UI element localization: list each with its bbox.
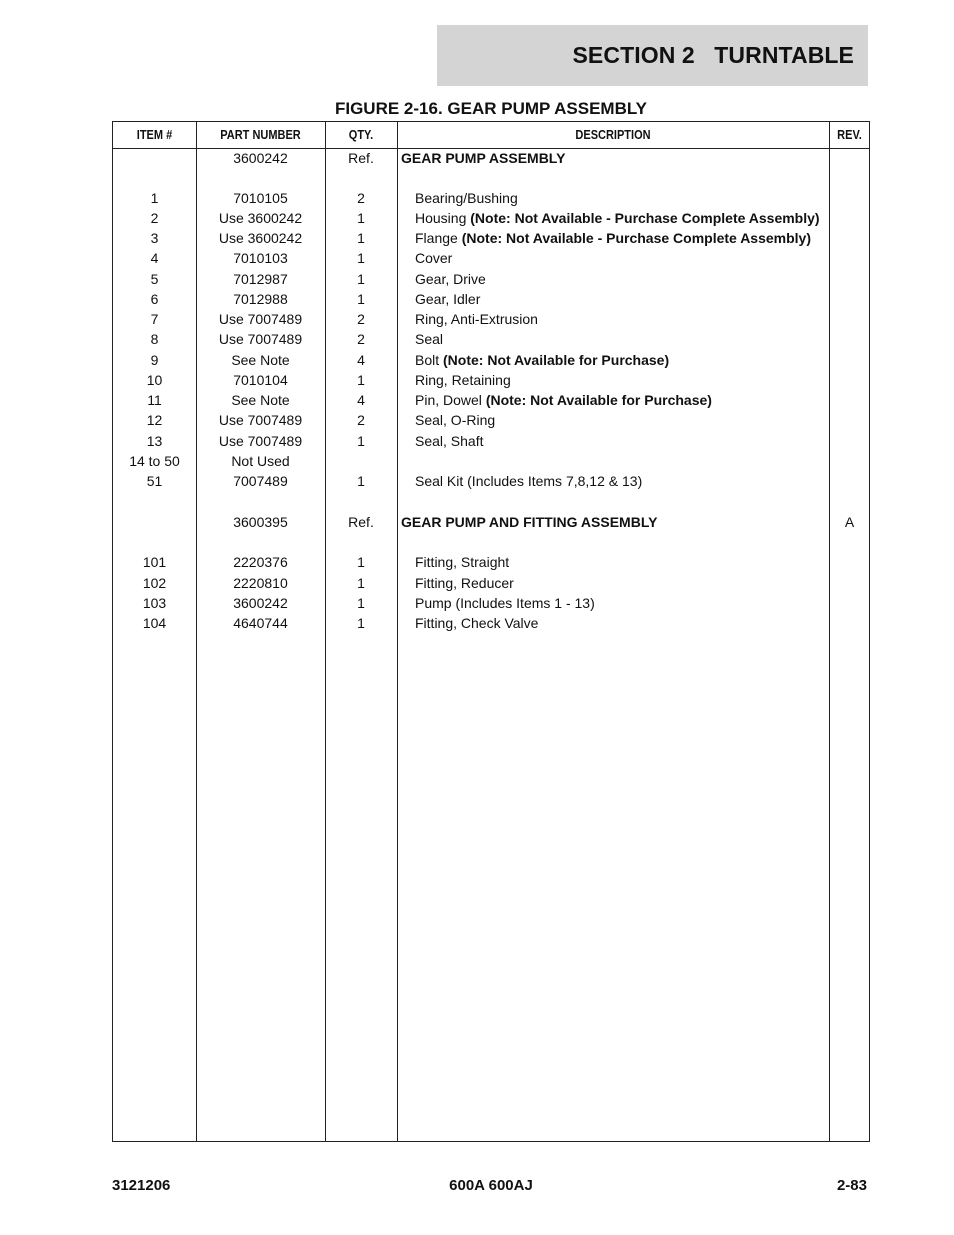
description [397,451,829,471]
item-number: 13 [146,433,163,449]
column-header-rev: REV. [837,128,862,142]
revision [829,471,870,491]
quantity: Ref. [348,150,374,166]
quantity: Ref. [348,514,374,530]
revision [829,269,870,289]
part-number: 3600395 [233,514,288,530]
item-number [113,148,196,168]
quantity: 1 [357,615,365,631]
revision [829,248,870,268]
quantity: 1 [357,595,365,611]
quantity: 1 [357,210,365,226]
quantity: 2 [357,331,365,347]
item-number: 2 [150,210,159,226]
model-name: 600A 600AJ [449,1177,533,1194]
revision [829,431,870,451]
table-row [113,431,869,451]
quantity: 1 [357,372,365,388]
quantity: 1 [357,250,365,266]
part-number: Use 3600242 [218,230,303,246]
description [397,370,829,390]
description [397,309,829,329]
description-text [397,453,415,469]
quantity: 1 [357,271,365,287]
item-number: 3 [150,230,159,246]
revision [829,593,870,613]
table-row [113,451,869,471]
revision [829,451,870,471]
revision [829,573,870,593]
part-number: 3600242 [233,595,288,611]
quantity: 1 [357,473,365,489]
part-number: See Note [231,392,290,408]
description-text: GEAR PUMP ASSEMBLY [401,150,566,166]
part-number: 3600242 [233,150,288,166]
revision [829,329,870,349]
description-text: Bearing/Bushing [415,190,518,206]
table-row [113,410,869,430]
description [397,613,829,633]
item-number: 9 [150,352,159,368]
description-text: Ring, Anti-Extrusion [415,311,538,327]
quantity: 1 [357,433,365,449]
table-row [113,370,869,390]
part-number: 2220810 [233,575,288,591]
item-number: 101 [142,554,167,570]
quantity: 1 [357,230,365,246]
description-text: Cover [415,250,453,266]
item-number: 1 [150,190,159,206]
description-text: Housing [415,210,471,226]
availability-note: (Note: Not Available - Purchase Complete Assembly) [470,210,820,226]
quantity: 2 [357,311,365,327]
quantity [325,451,397,471]
table-row [113,309,869,329]
description-text: Fitting, Check Valve [415,615,539,631]
table-row [113,329,869,349]
description-text: Pin, Dowel [415,392,486,408]
description [397,471,829,491]
table-row [113,269,869,289]
part-number: Use 7007489 [218,433,303,449]
revision [829,188,870,208]
quantity: 1 [357,554,365,570]
part-number: Use 3600242 [218,210,303,226]
quantity: 1 [357,291,365,307]
description [397,248,829,268]
description [397,228,829,248]
availability-note: (Note: Not Available for Purchase) [443,352,670,368]
table-row [113,248,869,268]
description-text: Seal, Shaft [415,433,484,449]
table-row [113,512,869,532]
revision [829,410,870,430]
item-number: 104 [142,615,167,631]
section-header [437,25,868,86]
quantity: 1 [357,575,365,591]
table-row [113,208,869,228]
description [397,512,829,532]
table-row [113,289,869,309]
table-row [113,573,869,593]
page-footer [112,1177,870,1197]
item-number: 7 [150,311,159,327]
description [397,410,829,430]
availability-note: (Note: Not Available - Purchase Complete Assembly) [461,230,812,246]
description-text: Gear, Drive [415,271,486,287]
revision [829,552,870,572]
page-number: 2-83 [836,1177,867,1194]
item-number: 51 [146,473,163,489]
table-row [113,613,869,633]
quantity: 4 [357,392,365,408]
item-number: 4 [150,250,159,266]
quantity: 2 [357,412,365,428]
description [397,208,829,228]
column-header-description: DESCRIPTION [575,128,651,142]
description [397,552,829,572]
table-row [113,148,869,168]
description-text: Seal, O-Ring [415,412,496,428]
part-number: 4640744 [233,615,288,631]
part-number: 7010104 [233,372,288,388]
item-number: 5 [150,271,159,287]
description-text: Flange [415,230,462,246]
description-text: Fitting, Straight [415,554,510,570]
part-number: Use 7007489 [218,331,303,347]
description-text: Seal [415,331,444,347]
item-number: 10 [146,372,163,388]
table-row [113,593,869,613]
revision [829,309,870,329]
item-number: 6 [150,291,159,307]
description [397,188,829,208]
description-text: Fitting, Reducer [415,575,514,591]
description [397,289,829,309]
manual-number: 3121206 [112,1177,171,1194]
description [397,573,829,593]
description [397,390,829,410]
revision [829,148,870,168]
part-number: 7012988 [233,291,288,307]
part-number: 7010105 [233,190,288,206]
availability-note: (Note: Not Available for Purchase) [485,392,712,408]
revision [829,613,870,633]
revision [829,350,870,370]
revision [829,208,870,228]
description-text: Ring, Retaining [415,372,511,388]
revision [829,289,870,309]
table-row [113,471,869,491]
description [397,329,829,349]
revision: A [844,514,855,530]
column-header-part-number: PART NUMBER [220,128,301,142]
description-text: Seal Kit (Includes Items 7,8,12 & 13) [415,473,643,489]
quantity: 2 [357,190,365,206]
description [397,593,829,613]
table-row [113,350,869,370]
item-number [113,512,196,532]
part-number: See Note [231,352,290,368]
description-text: Bolt [415,352,444,368]
item-number: 14 to 50 [129,453,180,469]
table-row [113,228,869,248]
table-row [113,390,869,410]
part-number: 7010103 [233,250,288,266]
description-text: Pump (Includes Items 1 - 13) [415,595,595,611]
item-number: 11 [147,392,162,408]
revision [829,370,870,390]
parts-table [112,121,870,1142]
table-row [113,552,869,572]
part-number: 2220376 [233,554,288,570]
item-number: 8 [150,331,159,347]
column-header-item: ITEM # [136,128,173,142]
revision [829,390,870,410]
description [397,269,829,289]
column-header-qty: QTY. [348,128,374,142]
part-number: Not Used [231,453,290,469]
description-text: Gear, Idler [415,291,481,307]
part-number: 7012987 [233,271,288,287]
figure-title: FIGURE 2-16. GEAR PUMP ASSEMBLY [334,99,648,118]
description-text: GEAR PUMP AND FITTING ASSEMBLY [401,514,658,530]
description [397,350,829,370]
part-number: Use 7007489 [218,311,303,327]
quantity: 4 [357,352,365,368]
item-number: 102 [142,575,167,591]
section-title: SECTION 2 TURNTABLE [572,42,854,68]
revision [829,228,870,248]
part-number: 7007489 [233,473,288,489]
item-number: 103 [142,595,167,611]
description [397,148,829,168]
table-row [113,188,869,208]
item-number: 12 [146,412,163,428]
part-number: Use 7007489 [218,412,303,428]
description [397,431,829,451]
